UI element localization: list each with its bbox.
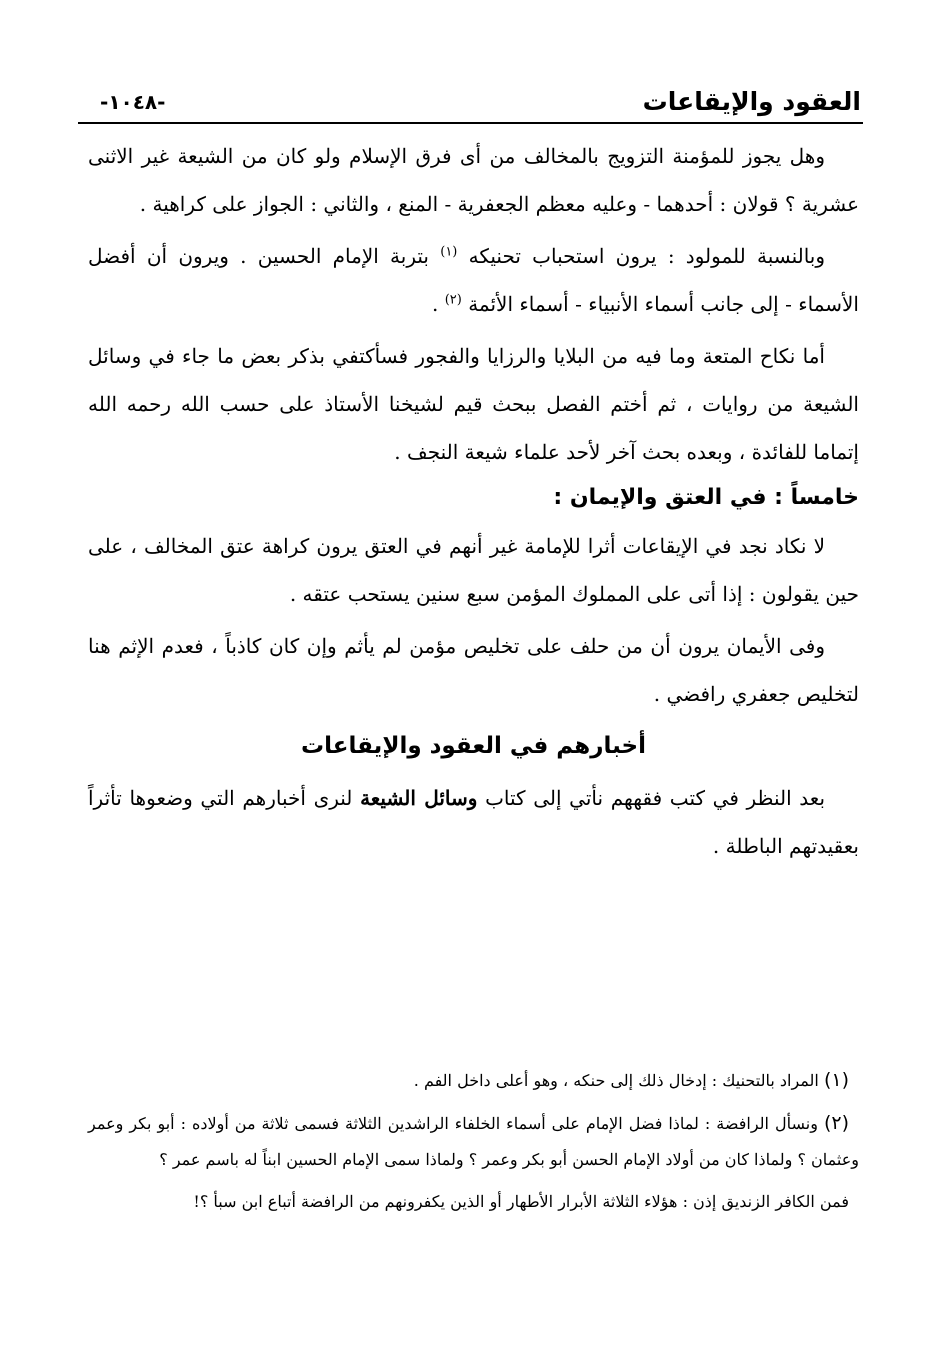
- section-heading: أخبارهم في العقود والإيقاعات: [301, 733, 646, 759]
- paragraph-text: بتربة الإمام الحسين . ويرون أن أفضل الأسماء - إلى جانب أسماء الأنبياء - أسماء الأئمة: [88, 244, 859, 316]
- footnote-reference: (٢): [444, 292, 462, 308]
- page-number: -١٠٤٨-: [100, 90, 166, 114]
- footnote-continuation: فمن الكافر الزنديق إذن : هؤلاء الثلاثة الأبرار الأطهار أو الذين يكفرونهم من الرافضة أتباع ابن سبأ ؟!: [193, 1192, 849, 1211]
- paragraph-text: .: [431, 292, 439, 316]
- book-title: وسائل الشيعة: [360, 786, 478, 810]
- paragraph-text: لنرى أخبارهم التي وضعوها تأثراً بعقيدتهم الباطلة .: [88, 786, 859, 858]
- footnote-text: المراد بالتحنيك : إدخال ذلك إلى حنكه ، وهو أعلى داخل الفم .: [413, 1071, 819, 1090]
- main-text: [88, 132, 859, 874]
- paragraph: لا نكاد نجد في الإيقاعات أثرا للإمامة غير أنهم في العتق يرون كراهة عتق المخالف ، على حين يقولون : إذا أتى على المملوك المؤمن سبع سنين يستحب عتقه .: [88, 534, 859, 606]
- footnote-reference: (١): [440, 244, 458, 260]
- paragraph: وهل يجوز للمؤمنة التزويج بالمخالف من أى فرق الإسلام ولو كان من الشيعة غير الاثنى عشرية ؟ قولان : أحدهما - وعليه معظم الجعفرية - المنع ، والثاني : الجواز على كراهية .: [88, 144, 859, 216]
- footnote-1: [88, 1062, 859, 1099]
- paragraph: وفى الأيمان يرون أن من حلف على تخليص مؤمن لم يأثم وإن كان كاذباً ، فعدم الإثم هنا لتخليص جعفري رافضي .: [88, 634, 859, 706]
- running-title: العقود والإيقاعات: [642, 87, 861, 116]
- paragraph: أما نكاح المتعة وما فيه من البلايا والرزايا والفجور فسأكتفي بذكر بعض ما جاء في وسائل الشيعة من روايات ، ثم أختم الفصل ببحث قيم لشيخنا الأستاذ على حسب الله رحمه الله إتماما للفائدة ، وبعده بحث آخر لأحد علماء شيعة النجف .: [88, 344, 859, 464]
- footnote-number: (١): [823, 1069, 849, 1091]
- footnote-2: [88, 1105, 859, 1178]
- header-divider: [78, 122, 863, 124]
- page-header: [90, 82, 861, 122]
- paragraph: [88, 232, 859, 328]
- paragraph-text: وبالنسبة للمولود : يرون استحباب تحنيكه: [468, 244, 826, 268]
- footnotes: [88, 1062, 859, 1226]
- footnote-text: ونسأل الرافضة : لماذا فضل الإمام على أسماء الخلفاء الراشدين الثلاثة فسمى ثلاثة من أولاده : أبو بكر وعمر وعثمان ؟ ولماذا كان من أولاد الإمام الحسن أبو بكر وعمر ؟ ولماذا سمى الإمام الحسين ابناً له باسم عمر ؟: [88, 1114, 859, 1169]
- paragraph: [88, 774, 859, 870]
- footnote-number: (٢): [823, 1112, 849, 1134]
- section-subheading: خامساً : في العتق والإيمان :: [553, 485, 859, 510]
- paragraph-text: بعد النظر في كتب فقههم نأتي إلى كتاب: [485, 786, 826, 810]
